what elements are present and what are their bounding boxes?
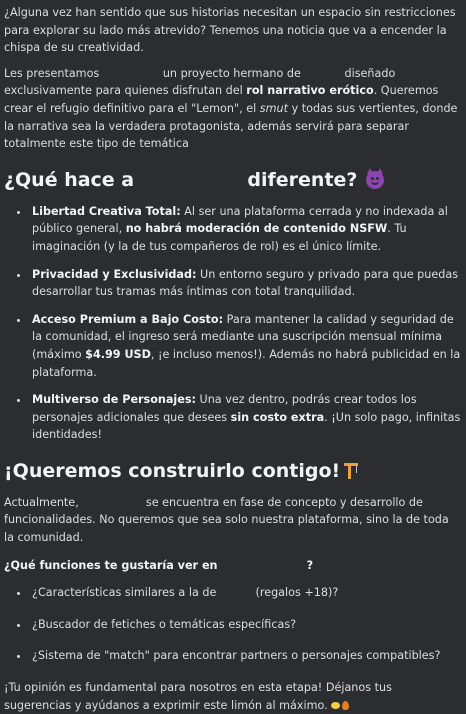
redacted-name — [141, 173, 241, 193]
lemon-emoji-icon — [331, 702, 340, 709]
redacted-name — [221, 560, 303, 574]
features-list — [4, 203, 462, 444]
wishlist-item: • ¿Características similares a la de (regalos +18)? — [30, 584, 462, 602]
fire-emoji-icon — [342, 701, 349, 710]
status-paragraph: Actualmente, se encuentra en fase de concepto y desarrollo de funcionalidades. No queremos que sea solo nuestra plataforma, sino la de toda la comunidad. — [4, 495, 449, 545]
redacted-name — [189, 139, 273, 153]
intro-paragraph: ¿Alguna vez han sentido que sus historias necesitan un espacio sin restricciones para explorar su lado más atrevido? Tenemos una noticia que va a encender la chispa de su creatividad. — [4, 6, 456, 55]
closing-paragraph: ¡Tu opinión es fundamental para nosotros en esta etapa! Déjanos tus sugerencias y ayúdanos a exprimir este limón al máximo. — [4, 681, 392, 712]
feature-item: • Multiverso de Personajes: Una vez dentro, podrás crear todos los personajes adicionales que desees sin costo extra. ¡Un solo pago, infinitas identidades! — [30, 391, 462, 444]
smiling-imp-emoji-icon — [366, 171, 384, 189]
feature-item: • Acceso Premium a Bajo Costo: Para mantener la calidad y seguridad de la comunidad, el ingreso será mediante una suscripción mensual mínima (máximo $4.99 USD, ¡e incluso menos!). Además no habrá publicidad en la plataforma. — [30, 311, 462, 381]
feature-item: • Privacidad y Exclusividad: Un entorno seguro y privado para que puedas desarrollar tus tramas más íntimas con total tranquilidad. — [30, 266, 462, 301]
construction-crane-emoji-icon — [344, 461, 358, 479]
redacted-name — [220, 588, 252, 602]
wishlist-item: • ¿Buscador de fetiches o temáticas específicas? — [30, 616, 462, 634]
heading-build-with-you: ¡Queremos construirlo contigo! — [4, 458, 462, 484]
heading-what-makes-different: ¿Qué hace a diferente? — [4, 167, 462, 193]
wishlist-item: • ¿Sistema de "match" para encontrar partners o personajes compatibles? — [30, 647, 462, 665]
redacted-name — [82, 497, 142, 511]
presentation-paragraph: Les presentamos un proyecto hermano de diseñado exclusivamente para quienes disfrutan del rol narrativo erótico. Queremos crear el refugio definitivo para el "Lemon", el smut y todas sus vertientes, donde la narrativa sea la verdadera protagonista, además servirá para separar totalmente este tipo de temática — [4, 65, 462, 153]
wishlist — [4, 584, 462, 665]
features-question: ¿Qué funciones te gustaría ver en ? — [4, 557, 462, 575]
feature-item: • Libertad Creativa Total: Al ser una plataforma cerrada y no indexada al público general, no habrá moderación de contenido NSFW. Tu imaginación (y la de tus compañeros de rol) es el único límite. — [30, 203, 462, 256]
redacted-name — [99, 68, 159, 82]
redacted-name — [301, 68, 341, 82]
